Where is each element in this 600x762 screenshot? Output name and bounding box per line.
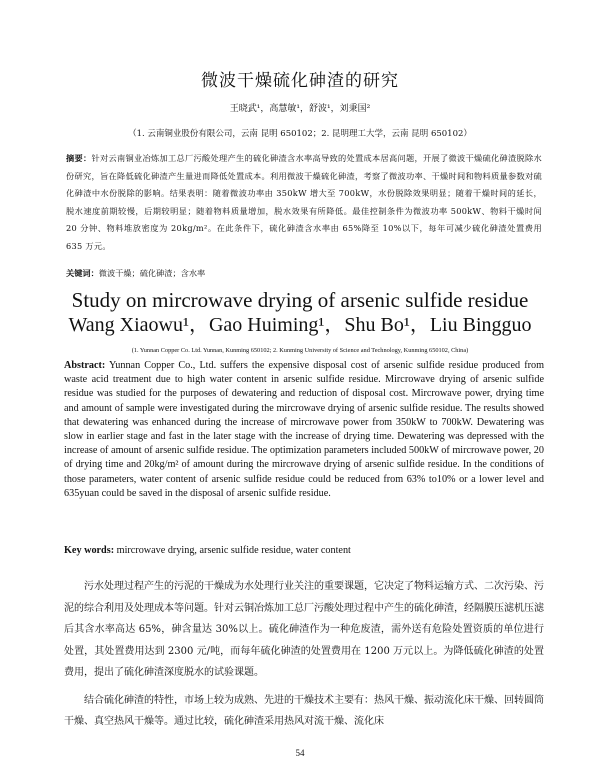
chinese-abstract: [66, 150, 542, 256]
body-paragraph: 结合硫化砷渣的特性，市场上较为成熟、先进的干燥技术主要有：热风干燥、振动流化床干燥、回转圆筒干燥、真空热风干燥等。通过比较，硫化砷渣采用热风对流干燥、流化床: [64, 694, 544, 727]
chinese-keywords-label: 关键词：: [66, 268, 99, 278]
english-abstract-label: Abstract:: [64, 360, 106, 371]
chinese-title: 微波干燥硫化砷渣的研究: [201, 71, 399, 91]
english-authors: Wang Xiaowu¹，Gao Huiming¹，Shu Bo¹，Liu Bingguo: [68, 314, 532, 336]
chinese-keywords: [66, 268, 542, 279]
english-abstract-text: Yunnan Copper Co., Ltd. suffers the expensive disposal cost of arsenic sulfide residue produced from waste acid treatment due to high water content in arsenic sulfide residue. Mircrowave drying of arsenic sulfide residue was studied for the purposes of dewatering and reduction of disposal cost. Mircrowave power, drying time and amount of sample were investigated during the mircrowave drying of arsenic sulfide residue. The results showed that dewatering was enhanced during the increase of mircrowave power from 350kW to 700kW. Dewatering was slow in earlier stage and fast in the later stage with the increase of drying time. Dewatering was depressed with the increase of amount of arsenic sulfide residue. The optimization parameters included 500kW of mircrowave power, 20 of drying time and 20kg/m² of amount during the mircrowave drying of arsenic sulfide residue. In the conditions of those parameters, water content of arsenic sulfide residue could be reduced from 63% to10% or a lower level and 635yuan could be saved in the disposal of arsenic sulfide residue.: [64, 360, 545, 499]
english-abstract: [64, 359, 544, 501]
body-paragraph: 污水处理过程产生的污泥的干燥成为水处理行业关注的重要课题，它决定了物料运输方式、二次污染、污泥的综合利用及处理成本等问题。针对云铜冶炼加工总厂污酸处理过程中产生的硫化砷渣，经隔膜压滤机压滤后其含水率高达 65%，砷含量达 30%以上。硫化砷渣作为一种危废渣，需外送有危险处置资质的单位进行处置，其处置费用达到 2300 元/吨，而每年硫化砷渣的处置费用在 1200 万元以上。为降低硫化砷渣的处置费用，提出了硫化砷渣深度脱水的试验课题。: [64, 581, 544, 678]
english-keywords-label: Key words:: [64, 545, 115, 556]
page-number: 54: [295, 748, 305, 758]
chinese-abstract-label: 摘要：: [66, 153, 92, 163]
english-keywords-text: mircrowave drying, arsenic sulfide residue, water content: [116, 545, 351, 556]
english-affiliation: (1. Yunnan Copper Co. Ltd. Yunnan, Kunming 650102; 2. Kunming University of Science and Technology, Kunming 650102, China): [131, 347, 469, 354]
body-text: [64, 576, 544, 733]
chinese-abstract-text: 针对云南铜业冶炼加工总厂污酸处理产生的硫化砷渣含水率高导致的处置成本居高问题，开展了微波干燥硫化砷渣脱除水份研究，旨在降低硫化砷渣产生量进而降低处置成本。利用微波干燥硫化砷渣，考察了微波功率、干燥时间和物料质量参数对硫化砷渣中水份脱除的影响。结果表明：随着微波功率由 350kW 增大至 700kW，水份脱除效果明显；随着干燥时间的延长，脱水速度前期较慢，后期较明显；随着物料质量增加，脱水效果有所降低。最佳控制条件为微波功率 500kW、物料干燥时间 20 分钟、物料堆放密度为 20kg/m²。在此条件下，硫化砷渣含水率由 65%降至 10%以下，每年可减少硫化砷渣处置费用 635 万元。: [66, 153, 543, 251]
chinese-keywords-text: 微波干燥；硫化砷渣；含水率: [98, 268, 206, 278]
english-keywords: [64, 545, 544, 556]
chinese-affiliation: （1. 云南铜业股份有限公司，云南 昆明 650102；2. 昆明理工大学，云南 昆明 650102）: [128, 129, 472, 139]
english-title: Study on mircrowave drying of arsenic sulfide residue: [71, 288, 529, 312]
chinese-authors: 王晓武¹，高慧敏¹，舒波¹，刘秉国²: [229, 104, 371, 114]
